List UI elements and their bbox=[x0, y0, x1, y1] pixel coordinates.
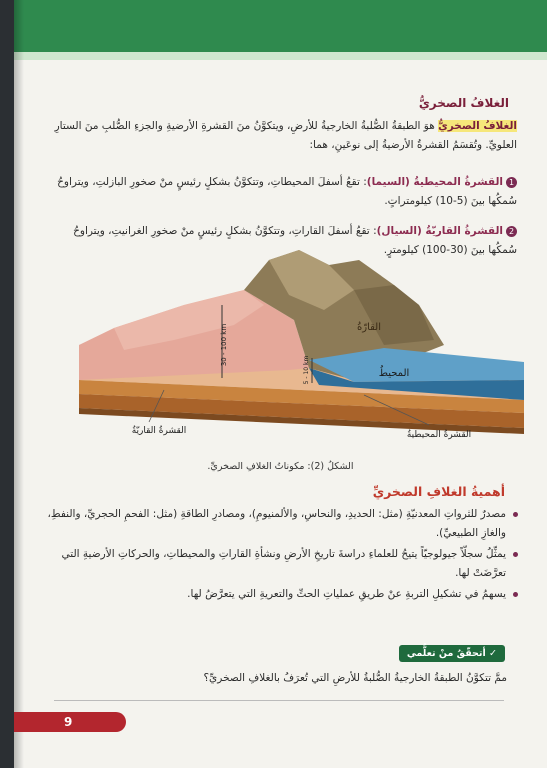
textbook-page bbox=[14, 0, 547, 768]
page-number: 9 bbox=[64, 715, 73, 729]
importance-list bbox=[37, 505, 519, 606]
thickness-label-continental: 30 - 100 km bbox=[220, 323, 228, 367]
list-item: يسهمُ في تشكيلِ التربةِ عنْ طريقِ عملياتِ الحتِّ والتعريةِ التي يتعرَّضُ لها. bbox=[37, 585, 519, 604]
importance-heading: أهميةُ الغلافِ الصخريِّ bbox=[372, 484, 505, 499]
check-learning-badge bbox=[399, 645, 505, 662]
item-term: القشرةُ المحيطيةُ (السيما) bbox=[366, 176, 503, 188]
label-oceanic-crust: القشرةُ المحيطيةُ bbox=[406, 430, 472, 440]
intro-text: هوَ الطبقةُ الصُّلبةُ الخارجيةُ للأرضِ، ويتكوَّنُ منَ القشرةِ الأرضيةِ والجزءِ الصُّلبِ منَ الستارِ العلويِّ. وتُقسَمُ القشرةُ الأرضيةُ إلى نوعَينِ، هما: bbox=[54, 120, 517, 151]
answer-line bbox=[54, 700, 504, 701]
label-ocean: المحيطُ bbox=[378, 368, 410, 379]
item-text: : تقعُ أسفلَ المحيطاتِ، وتتكوَّنُ بشكلٍ رئيسٍ منْ صخورِ البازلتِ، ويتراوحُ سُمكُها بينَ (5-10) كيلومتراتٍ. bbox=[57, 176, 517, 207]
check-label: أتحقّقُ منْ تعلُّمي bbox=[406, 648, 486, 659]
section-heading: الغلافُ الصخريُّ bbox=[418, 96, 509, 110]
item-number-badge: 2 bbox=[506, 226, 517, 237]
lithosphere-diagram bbox=[54, 250, 524, 460]
intro-term: الغلافُ الصخريُّ bbox=[438, 120, 517, 132]
review-question: ممَّ تتكوَّنُ الطبقةُ الخارجيةُ الصُّلبةُ للأرضِ التي تُعرَفُ بالغلافِ الصخريِّ؟ bbox=[203, 672, 507, 684]
intro-paragraph bbox=[47, 117, 517, 155]
check-icon: ✓ bbox=[485, 648, 497, 659]
figure-caption: الشكلُ (2): مكوناتُ الغلافِ الصخريِّ. bbox=[207, 461, 354, 472]
item-term: القشرةُ القاريّةُ (السيال) bbox=[376, 225, 503, 237]
thickness-label-oceanic: 5 - 10 km bbox=[303, 355, 310, 385]
spine-shadow bbox=[14, 0, 24, 768]
header-band bbox=[14, 0, 547, 58]
list-item: مصدرٌ للثرواتِ المعدنيّةِ (مثل: الحديدِ، والنحاسِ، والألمنيومِ)، ومصادرِ الطاقةِ (مثل: الفحمِ الحجريِّ، والنفطِ، والغازِ الطبيعيِّ). bbox=[37, 505, 519, 543]
crust-item-oceanic bbox=[47, 173, 517, 211]
list-item: يمثِّلُ سجلّاً جيولوجيّاً يتيحُ للعلماءِ دراسةَ تاريخِ الأرضِ ونشأةِ القاراتِ والمحيطاتِ، والحركاتِ الأرضيةِ التي تعرَّضَتْ لها. bbox=[37, 545, 519, 583]
item-text: : تقعُ أسفلَ القاراتِ، وتتكوَّنُ بشكلٍ رئيسٍ منْ صخورِ الغرانيتِ، ويتراوحُ سُمكُها بينَ (30-100) كيلومترٍ. bbox=[73, 225, 517, 256]
header-stripe bbox=[14, 52, 547, 60]
label-continent: القارّةُ bbox=[357, 322, 381, 333]
label-continental-crust: القشرةُ القاريّةُ bbox=[131, 426, 187, 436]
item-number-badge: 1 bbox=[506, 177, 517, 188]
